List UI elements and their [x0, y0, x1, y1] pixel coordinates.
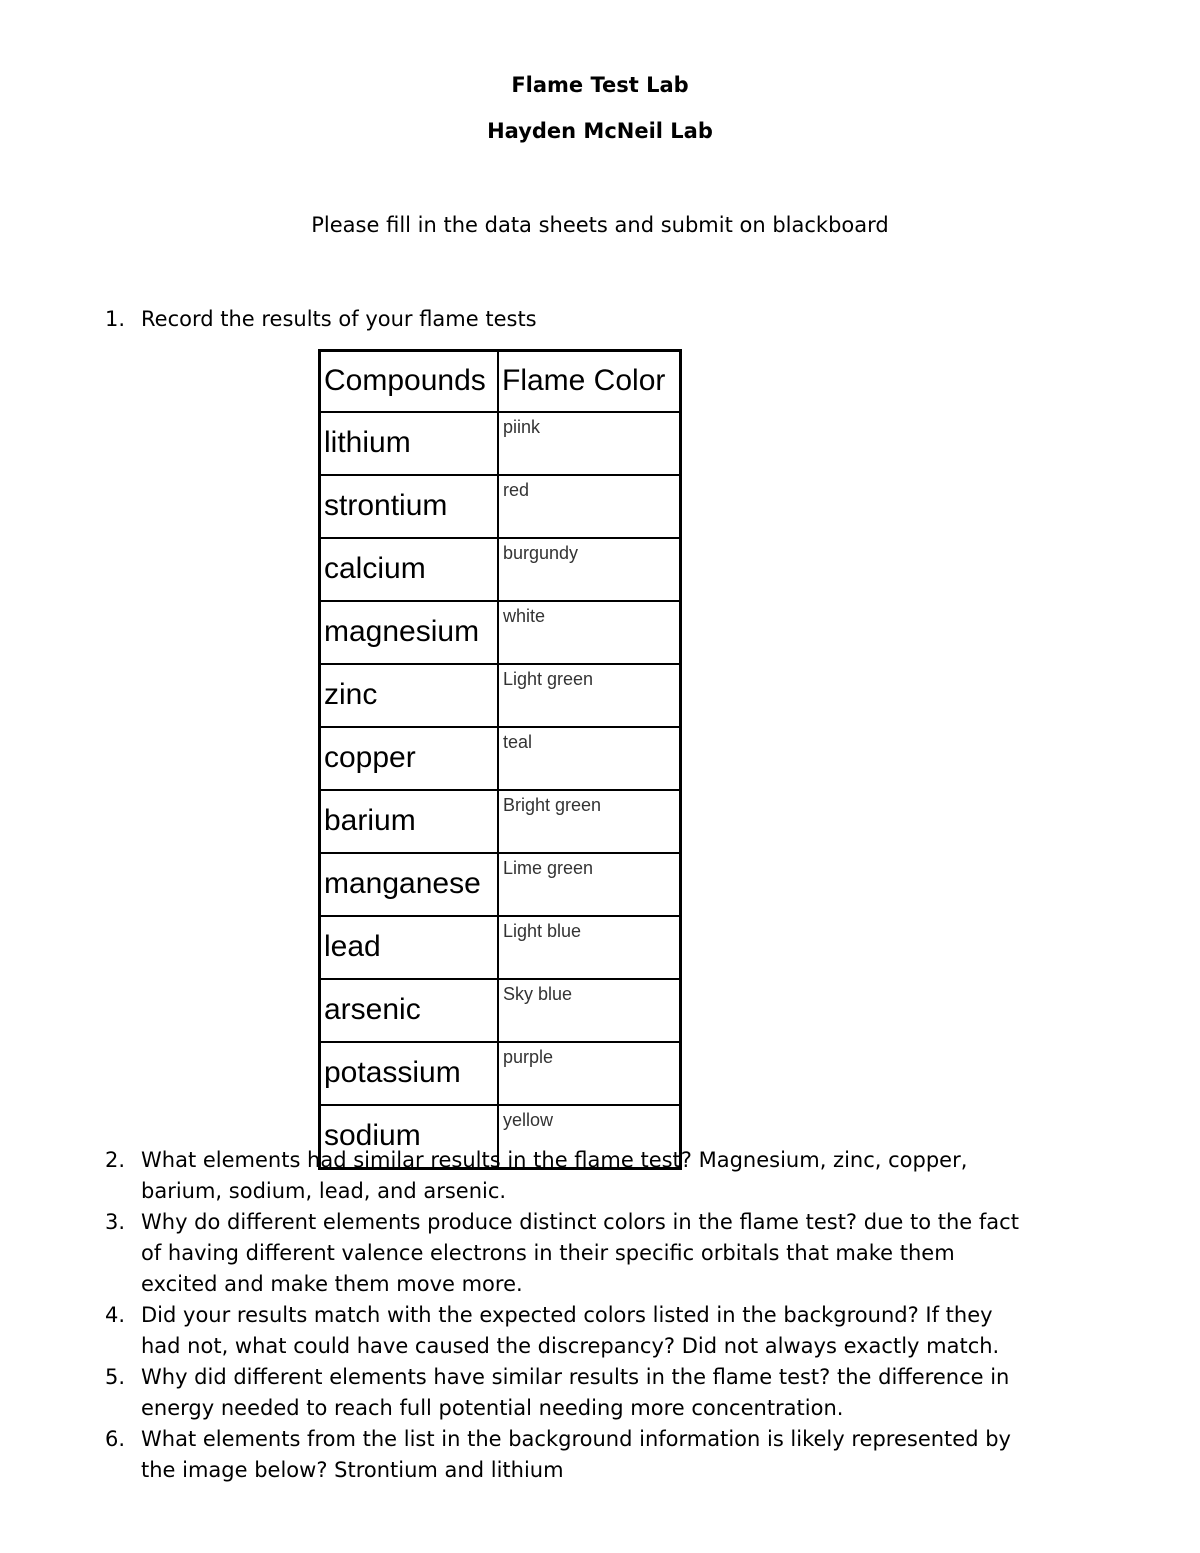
table-row: [320, 727, 681, 790]
compound-cell: strontium: [320, 475, 499, 538]
answer-line: excited and make them move more.: [141, 1272, 523, 1296]
compound-cell: sodium: [320, 1105, 499, 1169]
header-flame-color: Flame Color: [498, 351, 681, 413]
question-number: 2.: [105, 1148, 126, 1172]
flame-color-cell[interactable]: Lime green: [498, 853, 681, 916]
flame-color-cell[interactable]: piink: [498, 412, 681, 475]
flame-color-cell[interactable]: red: [498, 475, 681, 538]
question-line: Did your results match with the expected colors listed in the background? If they: [141, 1303, 993, 1327]
table-row: [320, 538, 681, 601]
table-header-row: [320, 351, 681, 413]
question-number: 3.: [105, 1210, 126, 1234]
question-line: Why did different elements have similar results in the flame test? the difference in: [141, 1365, 1010, 1389]
page-title: Flame Test Lab: [511, 73, 689, 97]
question-number: 1.: [105, 307, 126, 331]
compound-cell: magnesium: [320, 601, 499, 664]
flame-color-cell[interactable]: Bright green: [498, 790, 681, 853]
table-row: [320, 475, 681, 538]
compound-cell: arsenic: [320, 979, 499, 1042]
answer-line: the image below? Strontium and lithium: [141, 1458, 564, 1482]
question-line: What elements from the list in the background information is likely represented by: [141, 1427, 1011, 1451]
flame-color-cell[interactable]: teal: [498, 727, 681, 790]
table-row: [320, 853, 681, 916]
table-row: [320, 601, 681, 664]
instructions: Please fill in the data sheets and submit on blackboard: [311, 213, 889, 237]
flame-color-cell[interactable]: yellow: [498, 1105, 681, 1169]
compound-cell: manganese: [320, 853, 499, 916]
compound-cell: lithium: [320, 412, 499, 475]
compound-cell: copper: [320, 727, 499, 790]
table-row: [320, 790, 681, 853]
table-row: [320, 664, 681, 727]
flame-color-cell[interactable]: Light blue: [498, 916, 681, 979]
question-number: 5.: [105, 1365, 126, 1389]
table-row: [320, 916, 681, 979]
compound-cell: lead: [320, 916, 499, 979]
compound-cell: potassium: [320, 1042, 499, 1105]
flame-color-cell[interactable]: burgundy: [498, 538, 681, 601]
flame-color-cell[interactable]: Sky blue: [498, 979, 681, 1042]
answer-line: of having different valence electrons in their specific orbitals that make them: [141, 1241, 955, 1265]
table-row: [320, 1042, 681, 1105]
flame-color-cell[interactable]: Light green: [498, 664, 681, 727]
flame-results-table: [318, 349, 682, 1170]
answer-line: barium, sodium, lead, and arsenic.: [141, 1179, 507, 1203]
answer-line: energy needed to reach full potential needing more concentration.: [141, 1396, 844, 1420]
answer-line: had not, what could have caused the discrepancy? Did not always exactly match.: [141, 1334, 1000, 1358]
question-number: 6.: [105, 1427, 126, 1451]
flame-color-cell[interactable]: purple: [498, 1042, 681, 1105]
page-subtitle: Hayden McNeil Lab: [487, 119, 713, 143]
table-row: [320, 979, 681, 1042]
question-number: 4.: [105, 1303, 126, 1327]
question-line: What elements had similar results in the flame test? Magnesium, zinc, copper,: [141, 1148, 968, 1172]
flame-color-cell[interactable]: white: [498, 601, 681, 664]
compound-cell: zinc: [320, 664, 499, 727]
question-line: Record the results of your flame tests: [141, 307, 537, 331]
compound-cell: calcium: [320, 538, 499, 601]
table-row: [320, 412, 681, 475]
compound-cell: barium: [320, 790, 499, 853]
question-line: Why do different elements produce distinct colors in the flame test? due to the fact: [141, 1210, 1019, 1234]
header-compounds: Compounds: [320, 351, 499, 413]
